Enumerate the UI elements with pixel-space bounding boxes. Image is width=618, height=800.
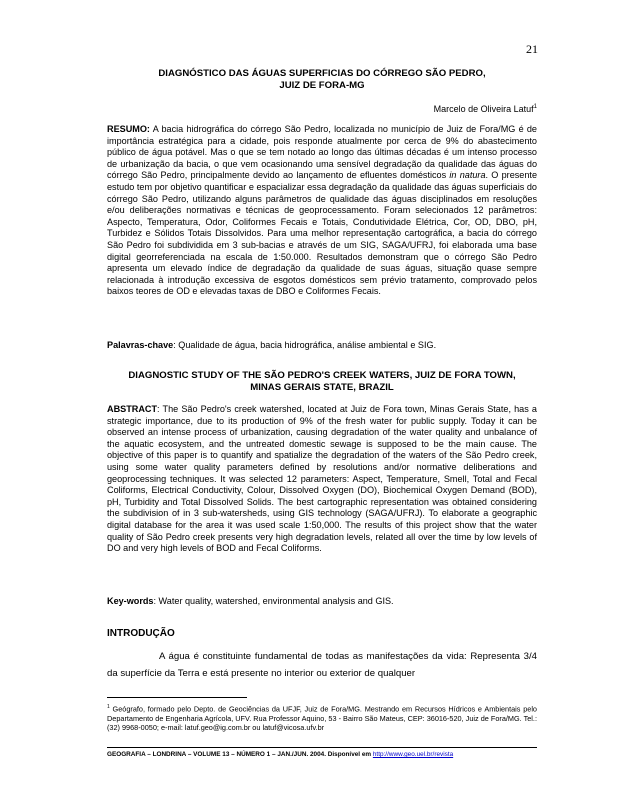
journal-footer — [107, 750, 537, 759]
abstract-label: ABSTRACT — [107, 404, 158, 414]
page-number: 21 — [526, 42, 538, 56]
resumo-text-2: . O presente estudo tem por objetivo quantificar e espacializar essa degradação da qualidade das águas superficiais do córrego São Pedro, utilizando alguns parâmetros de qualidade das águas disciplinados em resoluções e/ou deliberações normativas e técnicas de geoprocessamento. Foram selecionados 12 parâmetros: Aspecto, Temperatura, Odor, Coliformes Fecais e Totais, Condutividade Elétrica, Cor, OD, DBO, pH, Turbidez e Sólidos Totais Dissolvidos. Para uma melhor representação cartográfica, a bacia do córrego São Pedro foi subdividida em 3 sub-bacias e através de um SIG, SAGA/UFRJ, foi elaborada uma base digital georreferenciada na escala de 1:50.000. Resultados demonstram que o córrego São Pedro apresenta um elevado índice de degradação da qualidade de suas águas, situação quase sempre relacionada à introdução excessiva de esgotos domésticos sem prévio tratamento, comprovado pelos baixos teores de OD e elevadas taxas de DBO e Coliformes Fecais. — [107, 170, 538, 297]
palavras-chave-label: Palavras-chave — [107, 340, 174, 350]
intro-text: A água é constituinte fundamental de todas as manifestações da vida: Representa 3/4 da superfície da Terra e está presente no interior ou exterior de qualquer — [107, 651, 537, 680]
resumo-paragraph — [107, 124, 537, 298]
abstract-text: : The São Pedro's creek watershed, located at Juiz de Fora town, Minas Gerais State, has a strategic importance, due to its production of 9% of the fresh water for public supply. Today it can be observed an intense process of urbanization, causing degradation of the water quality and unbalance of the aquatic ecosystem, and the untreated domestic sewage is supposed to be the main cause. The objective of this paper is to quantify and spatialize the degradation of the waters of the São Pedro creek, using some water quality parameters defined by resolutions and/or normative deliberations and geoprocessing techniques. It was selected 12 parameters: Aspect, Temperature, Smell, Total and Fecal Coliforms, Electrical Conductivity, Colour, Dissolved Oxygen (DO), Biochemical Oxygen Demand (BOD), pH, Turbidity and Total Dissolved Solids. The best cartographic representation was obtained considering the subdivision of in 3 sub-watersheds, using GIS technology (SAGA/UFRJ). To elaborate a geographic digital database for the area it was used scale 1:50,000. The results of this project show that the water quality of São Pedro creek presents very high degradation levels, related all over the time by low levels of DO and very high levels of BOD and Fecal Coliforms. — [107, 404, 537, 554]
keywords — [107, 596, 537, 608]
title-portuguese — [107, 68, 537, 92]
keywords-text: : Water quality, watershed, environmental analysis and GIS. — [153, 596, 394, 606]
footer-separator — [107, 747, 537, 748]
title-pt-line-2: JUIZ DE FORA-MG — [279, 80, 365, 91]
intro-heading: INTRODUÇÃO — [107, 628, 175, 639]
footnote-text: Geógrafo, formado pelo Depto. de Geociências da UFJF, Juiz de Fora/MG. Mestrando em Recursos Hídricos e Ambientais pelo Departamento de Engenharia Agrícola, UFV. Rua Professor Aquino, 53 - Bairro São Mateus, CEP: 36016-520, Juiz de Fora/MG. Tel.: (32) 9968-0050; e-mail: latuf.geo@ig.com.br ou latuf@vicosa.ufv.br — [107, 704, 537, 733]
title-pt-line-1: DIAGNÓSTICO DAS ÁGUAS SUPERFICIAS DO CÓRREGO SÃO PEDRO, — [158, 68, 486, 79]
footnote-separator — [107, 697, 247, 698]
abstract-paragraph — [107, 404, 537, 555]
resumo-text-1: A bacia hidrográfica do córrego São Pedro, localizada no município de Juiz de Fora/MG é de importância estratégica para a cidade, pois responde atualmente por cerca de 9% do abastecimento público de água potável. Mas o que se tem notado ao longo das últimas décadas é um intenso processo de urbanização da bacia, o que vem ocasionando uma sensível degradação da qualidade das águas do córrego São Pedro, principalmente devido ao lançamento de efluentes domésticos — [107, 124, 537, 181]
footnote — [107, 703, 537, 732]
footer-text: GEOGRAFIA – LONDRINA – VOLUME 13 – NÚMERO 1 – JAN./JUN. 2004. Disponível em — [107, 751, 373, 758]
resumo-italic-term: in natura — [449, 170, 486, 181]
title-en-line-2: MINAS GERAIS STATE, BRAZIL — [250, 382, 394, 393]
footer-link[interactable]: http://www.geo.uel.br/revista — [372, 751, 454, 758]
palavras-chave — [107, 340, 537, 352]
title-en-line-1: DIAGNOSTIC STUDY OF THE SÃO PEDRO'S CREEK WATERS, JUIZ DE FORA TOWN, — [128, 370, 516, 381]
author-line — [107, 102, 537, 115]
keywords-label: Key-words — [107, 596, 154, 606]
palavras-chave-text: : Qualidade de água, bacia hidrográfica, análise ambiental e SIG. — [173, 340, 437, 350]
footnote-mark: 1 — [107, 704, 110, 710]
intro-paragraph — [107, 648, 537, 683]
title-english — [107, 370, 537, 394]
author-footnote-mark: 1 — [533, 104, 537, 110]
author-name: Marcelo de Oliveira Latuf — [433, 104, 534, 114]
resumo-label: RESUMO: — [107, 124, 150, 134]
